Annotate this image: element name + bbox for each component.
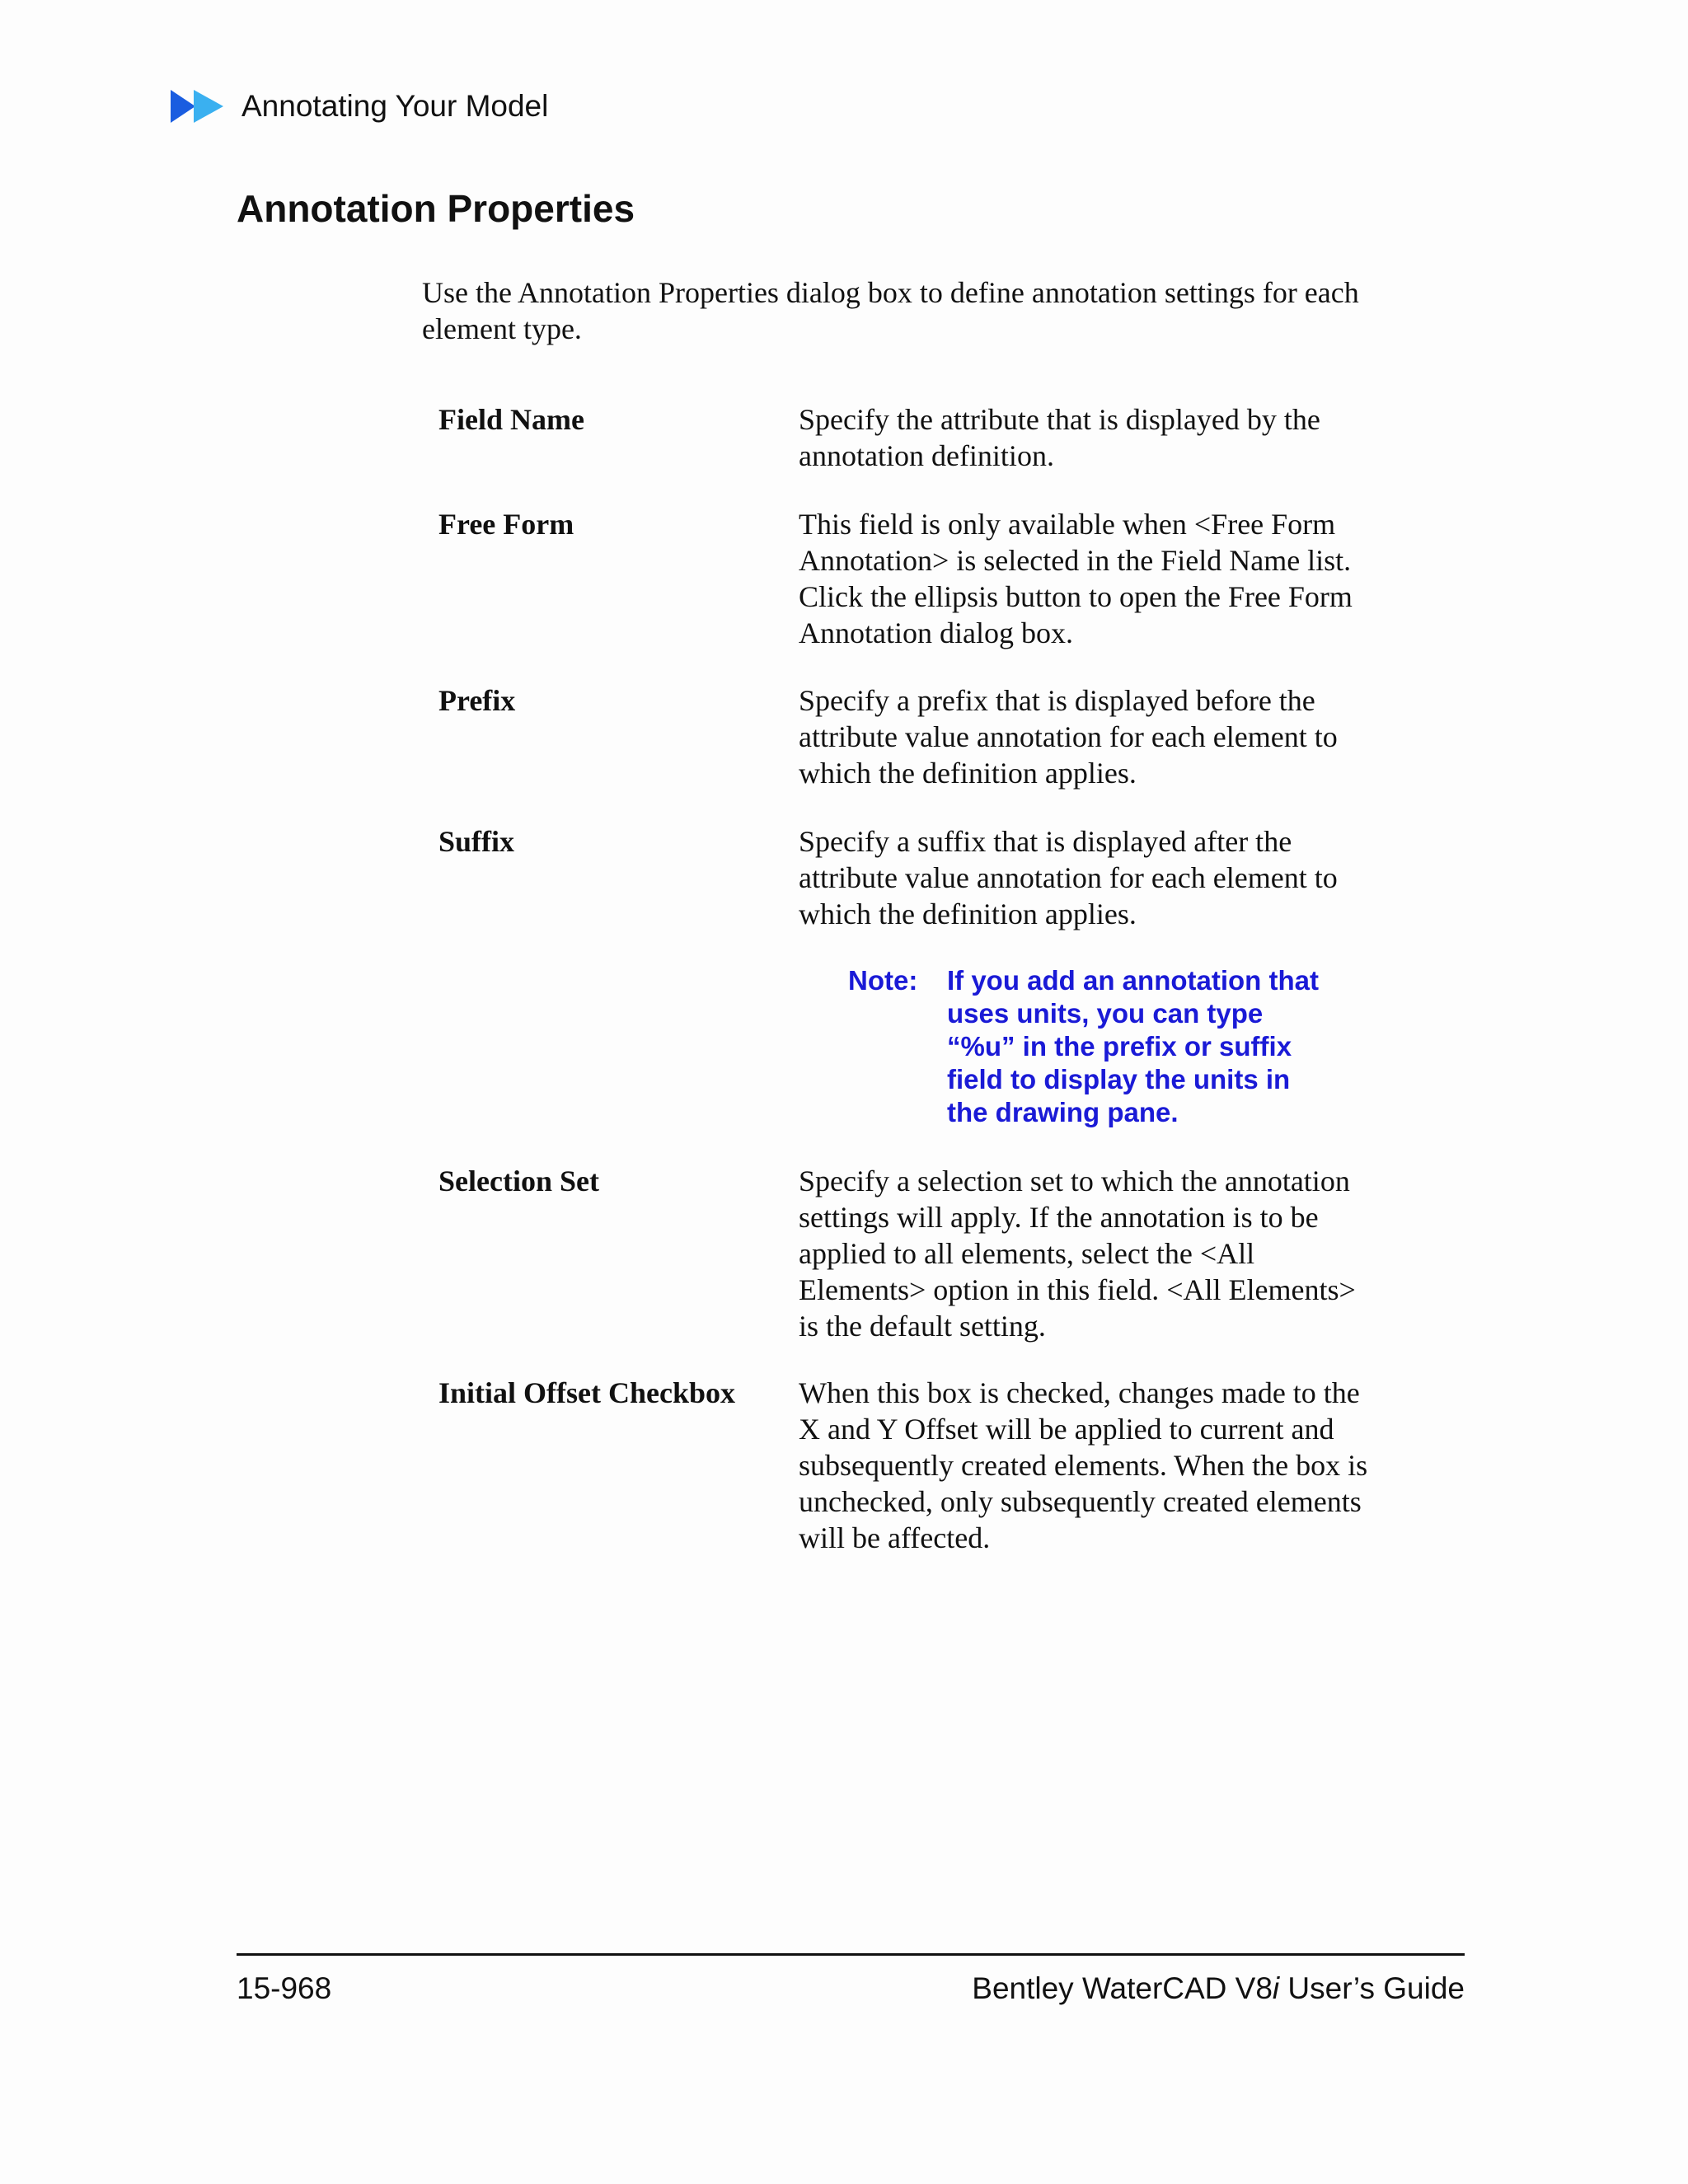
definition-description bbox=[799, 401, 1400, 474]
desc-line: Elements> option in this field. <All Elements> bbox=[799, 1273, 1356, 1306]
desc-line: settings will apply. If the annotation is to be bbox=[799, 1201, 1319, 1234]
page-number: 15-968 bbox=[237, 1971, 332, 2005]
definition-term: Prefix bbox=[438, 684, 516, 717]
desc-line: Specify a prefix that is displayed before the bbox=[799, 684, 1315, 717]
desc-line: applied to all elements, select the <All bbox=[799, 1237, 1255, 1270]
note-line: uses units, you can type bbox=[947, 998, 1264, 1029]
desc-line: Annotation dialog box. bbox=[799, 616, 1073, 649]
desc-line: When this box is checked, changes made to the bbox=[799, 1376, 1360, 1409]
desc-line: Specify a selection set to which the annotation bbox=[799, 1165, 1350, 1197]
definition-description bbox=[799, 1163, 1400, 1344]
desc-line: which the definition applies. bbox=[799, 757, 1137, 790]
chapter-title: Annotating Your Model bbox=[241, 89, 549, 123]
desc-line: unchecked, only subsequently created elements bbox=[799, 1485, 1362, 1518]
note-line: “%u” in the prefix or suffix bbox=[947, 1031, 1292, 1062]
desc-line: This field is only available when <Free Form bbox=[799, 508, 1336, 541]
guide-title-main: Bentley WaterCAD V8 bbox=[972, 1971, 1273, 2005]
desc-line: Click the ellipsis button to open the Free Form bbox=[799, 580, 1353, 613]
definition-description bbox=[799, 506, 1400, 651]
definition-term: Initial Offset Checkbox bbox=[438, 1376, 735, 1409]
guide-title bbox=[972, 1971, 1465, 2006]
definition-term: Free Form bbox=[438, 508, 574, 541]
intro-paragraph: Use the Annotation Properties dialog box to define annotation settings for each element type. bbox=[422, 276, 1359, 345]
desc-line: Specify a suffix that is displayed after the bbox=[799, 825, 1292, 858]
definition-description bbox=[799, 823, 1400, 932]
note-line: field to display the units in bbox=[947, 1064, 1291, 1094]
note-line: the drawing pane. bbox=[947, 1097, 1179, 1127]
desc-line: subsequently created elements. When the box is bbox=[799, 1449, 1368, 1482]
desc-line: will be affected. bbox=[799, 1521, 991, 1554]
desc-line: X and Y Offset will be applied to current and bbox=[799, 1413, 1334, 1446]
note-text bbox=[947, 964, 1351, 1129]
double-chevron-icon bbox=[171, 87, 225, 126]
desc-line: which the definition applies. bbox=[799, 898, 1137, 930]
note-label: Note: bbox=[848, 965, 918, 996]
definition-term: Selection Set bbox=[438, 1165, 599, 1197]
desc-line: attribute value annotation for each element to bbox=[799, 861, 1338, 894]
footer-divider bbox=[237, 1953, 1465, 1956]
desc-line: attribute value annotation for each element to bbox=[799, 720, 1338, 753]
running-header bbox=[171, 86, 548, 127]
section-title: Annotation Properties bbox=[237, 187, 635, 230]
guide-title-italic: i bbox=[1272, 1971, 1280, 2005]
definition-term: Field Name bbox=[438, 403, 584, 436]
desc-line: Annotation> is selected in the Field Name list. bbox=[799, 544, 1352, 577]
note-line: If you add an annotation that bbox=[947, 965, 1319, 996]
desc-line: Specify the attribute that is displayed by the bbox=[799, 403, 1320, 436]
definition-description bbox=[799, 682, 1400, 791]
guide-title-suffix: User’s Guide bbox=[1279, 1971, 1465, 2005]
desc-line: annotation definition. bbox=[799, 439, 1054, 472]
definition-term: Suffix bbox=[438, 825, 515, 858]
definition-description bbox=[799, 1375, 1400, 1556]
desc-line: is the default setting. bbox=[799, 1310, 1046, 1343]
